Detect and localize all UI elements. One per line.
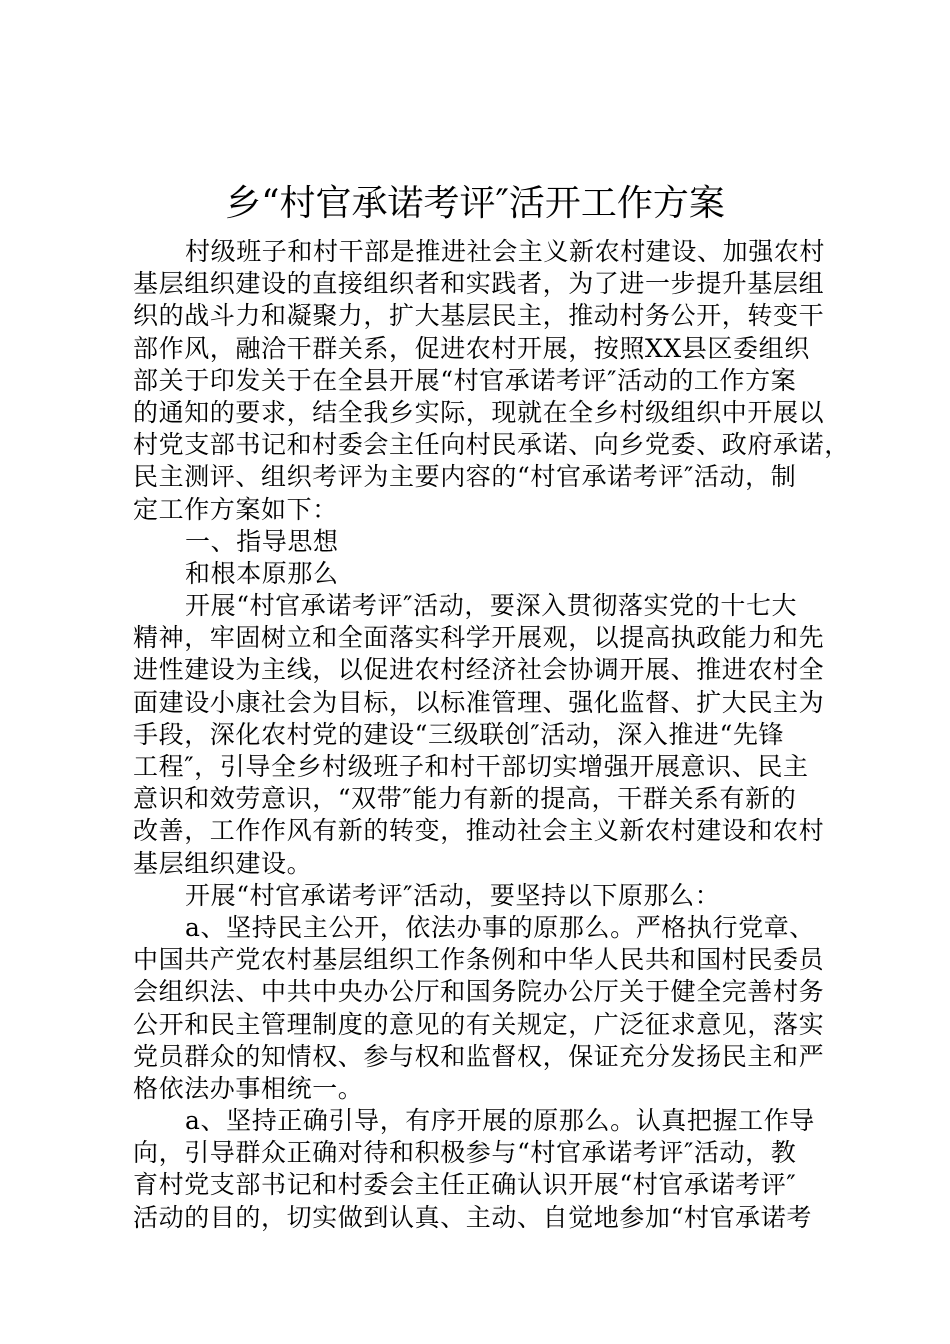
- body-line: 部作风，融洽干群关系，促进农村开展，按照XX县区委组织: [133, 333, 810, 363]
- body-line: 基层组织建设。: [133, 848, 313, 878]
- body-line: 育村党支部书记和村委会主任正确认识开展“村官承诺考评″: [133, 1170, 797, 1200]
- body-line: 开展“村官承诺考评″活动，要坚持以下原那么：: [185, 880, 721, 910]
- body-line: 村级班子和村干部是推进社会主义新农村建设、加强农村: [185, 237, 826, 266]
- body-line: 改善，工作作风有新的转变，推动社会主义新农村建设和农村: [133, 816, 825, 846]
- body-line: 中国共产党农村基层组织工作条例和中华人民共和国村民委员: [133, 945, 825, 975]
- body-line: a、坚持民主公开，依法办事的原那么。严格执行党章、: [185, 912, 815, 942]
- body-line: 公开和民主管理制度的意见的有关规定，广泛征求意见，落实: [133, 1009, 825, 1039]
- body-line: 精神，牢固树立和全面落实科学开展观，以提高执政能力和先: [133, 623, 825, 653]
- body-line: 和根本原那么: [185, 558, 339, 588]
- body-line: 会组织法、中共中央办公厅和国务院办公厅关于健全完善村务: [133, 977, 825, 1007]
- body-line: a、坚持正确引导，有序开展的原那么。认真把握工作导: [185, 1106, 815, 1136]
- body-line: 活动的目的，切实做到认真、主动、自觉地参加“村官承诺考: [133, 1202, 812, 1232]
- body-line: 织的战斗力和凝聚力，扩大基层民主，推动村务公开，转变干: [133, 301, 825, 331]
- body-line: 格依法办事相统一。: [133, 1073, 364, 1103]
- body-line: 开展“村官承诺考评″活动，要深入贯彻落实党的十七大: [185, 591, 798, 621]
- document-body: [133, 236, 850, 1234]
- body-line: 手段，深化农村党的建设“三级联创″活动，深入推进“先锋: [133, 719, 785, 749]
- body-line: 意识和效劳意识，“双带″能力有新的提高，干群关系有新的: [133, 784, 797, 814]
- document-title: 乡“村官承诺考评″活开工作方案: [225, 183, 725, 224]
- body-line: 的通知的要求，结全我乡实际，现就在全乡村级组织中开展以: [133, 397, 825, 427]
- body-line: 面建设小康社会为目标，以标准管理、强化监督、扩大民主为: [133, 687, 825, 717]
- body-line: 进性建设为主线，以促进农村经济社会协调开展、推进农村全: [133, 655, 825, 685]
- body-line: 村党支部书记和村委会主任向村民承诺、向乡党委、政府承诺，: [133, 430, 850, 460]
- body-line: 基层组织建设的直接组织者和实践者，为了进一步提升基层组: [133, 269, 825, 299]
- body-line: 向，引导群众正确对待和积极参与“村官承诺考评″活动，教: [133, 1138, 797, 1168]
- body-line: 一、指导思想: [185, 526, 339, 556]
- body-line: 定工作方案如下：: [133, 494, 338, 524]
- body-line: 部关于印发关于在全县开展“村官承诺考评″活动的工作方案: [133, 365, 797, 395]
- body-line: 民主测评、组织考评为主要内容的“村官承诺考评″活动，制: [133, 462, 797, 492]
- body-line: 党员群众的知情权、参与权和监督权，保证充分发扬民主和严: [133, 1041, 825, 1071]
- body-line: 工程″，引导全乡村级班子和村干部切实增强开展意识、民主: [133, 752, 809, 781]
